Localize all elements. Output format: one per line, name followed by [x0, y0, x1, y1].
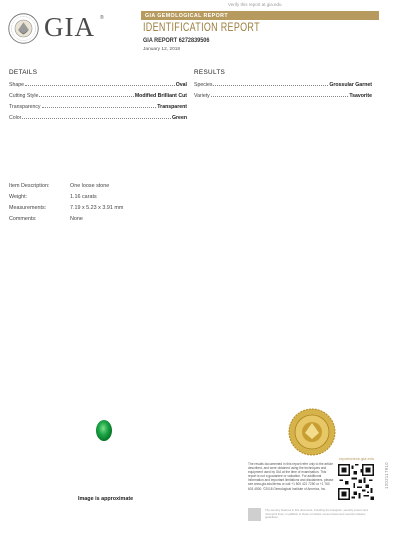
- result-row-variety: Variety Tsavorite: [194, 93, 372, 99]
- gemstone-image: [96, 420, 112, 441]
- measurements-value: 7.19 x 5.23 x 3.91 mm: [70, 205, 124, 211]
- results-heading: RESULTS: [194, 69, 226, 76]
- fine-print: The results documented in this report refer only to the article described, and were obtained using the techniques and equipment used by GIA at the time of examination. This report is not a guarantee or valuation. For additional information and important limitations and disclaimers, please see www.gia.edu/terms or call +1 800 421 7250 or +1 760 603 4500. ©2018 Gemological Institute of America, Inc.: [248, 462, 334, 491]
- serial-number: 1202117910: [384, 462, 389, 489]
- image-caption: Image is approximate: [78, 496, 134, 502]
- registered-mark: ®: [100, 15, 104, 21]
- detail-row-transparency: Transparency Transparent: [9, 104, 187, 110]
- qr-code-icon[interactable]: [338, 464, 374, 500]
- result-row-species: Species Grossular Garnet: [194, 82, 372, 88]
- detail-row-color: Color Green: [9, 115, 187, 121]
- verify-notice: Verify this report at gia.edu: [228, 2, 282, 7]
- report-type-bar: [141, 11, 379, 20]
- weight-label: Weight:: [9, 194, 28, 200]
- item-description-value: One loose stone: [70, 183, 110, 189]
- detail-row-cutting-style: Cutting Style Modified Brilliant Cut: [9, 93, 187, 99]
- report-number: GIA REPORT 6272839506: [143, 37, 210, 44]
- detail-row-shape: Shape Oval: [9, 82, 187, 88]
- registration-link[interactable]: reportcheck.gia.edu: [339, 456, 375, 461]
- security-footer-text: The security features in this document, including the hologram, security screen and microprint lines, in addition to those not listed, exceed document security industry guidelines.: [265, 508, 368, 520]
- gold-seal-icon: [288, 408, 336, 456]
- report-type-label: GIA GEMOLOGICAL REPORT: [145, 12, 228, 19]
- item-description-label: Item Description:: [9, 183, 50, 189]
- gia-seal-icon: [8, 13, 39, 44]
- weight-value: 1.16 carats: [70, 194, 97, 200]
- security-lock-icon: [248, 508, 261, 521]
- comments-label: Comments:: [9, 216, 37, 222]
- report-title: IDENTIFICATION REPORT: [143, 22, 260, 34]
- comments-value: None: [70, 216, 83, 222]
- details-heading: DETAILS: [9, 69, 38, 76]
- measurements-label: Measurements:: [9, 205, 47, 211]
- gia-logo: GIA: [44, 12, 95, 42]
- report-date: January 12, 2018: [143, 47, 181, 52]
